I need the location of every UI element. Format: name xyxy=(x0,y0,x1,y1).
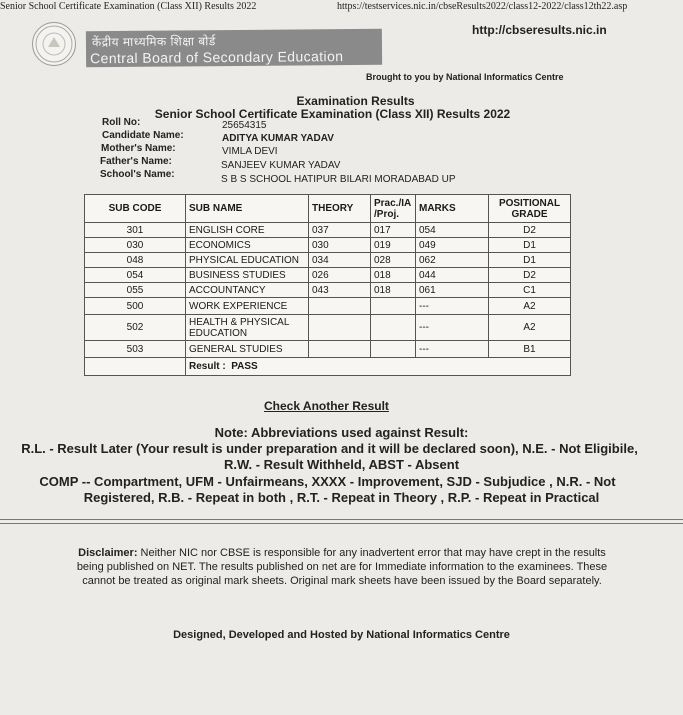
result-cell xyxy=(186,358,571,376)
note-title: Note: Abbreviations used against Result: xyxy=(214,425,469,440)
candidate-name-label: Candidate Name: xyxy=(102,130,184,141)
candidate-name-value: ADITYA KUMAR YADAV xyxy=(222,133,334,144)
disclaimer xyxy=(72,546,612,588)
mother-name-label: Mother's Name: xyxy=(101,143,176,154)
check-another-result-link[interactable]: Check Another Result xyxy=(264,399,389,413)
note-line: R.L. - Result Later (Your result is under preparation and it will be declared soon), N.E. - Not Eligibile, xyxy=(21,441,638,456)
sub-code-cell: 054 xyxy=(85,268,186,283)
theory-cell: 037 xyxy=(309,223,371,238)
note-line: Registered, R.B. - Repeat in both , R.T. - Repeat in Theory , R.P. - Repeat in Practical xyxy=(83,490,600,505)
theory-cell xyxy=(309,298,371,315)
marks-table xyxy=(84,194,571,376)
sub-code-cell: 500 xyxy=(85,298,186,315)
site-url-link[interactable]: http://cbseresults.nic.in xyxy=(472,23,607,37)
col-header-name: SUB NAME xyxy=(186,195,309,223)
sub-name-cell: ECONOMICS xyxy=(186,238,309,253)
grade-cell: B1 xyxy=(489,341,571,358)
father-name-value: SANJEEV KUMAR YADAV xyxy=(221,160,341,171)
print-header-url: https://testservices.nic.in/cbseResults2022/class12-2022/class12th22.asp xyxy=(337,1,628,12)
sub-name-cell: BUSINESS STUDIES xyxy=(186,268,309,283)
divider xyxy=(0,523,683,524)
mother-name-value: VIMLA DEVI xyxy=(222,146,278,157)
table-row xyxy=(85,298,571,315)
roll-value: 25654315 xyxy=(222,120,267,131)
exam-subheading: Senior School Certificate Examination (Class XII) Results 2022 xyxy=(154,107,511,121)
table-row xyxy=(85,283,571,298)
theory-cell xyxy=(309,341,371,358)
sub-name-cell: GENERAL STUDIES xyxy=(186,341,309,358)
sub-code-cell: 503 xyxy=(85,341,186,358)
result-value: PASS xyxy=(231,361,258,372)
sub-code-cell: 055 xyxy=(85,283,186,298)
grade-cell: D1 xyxy=(489,238,571,253)
grade-cell: D2 xyxy=(489,223,571,238)
table-row xyxy=(85,238,571,253)
grade-cell: C1 xyxy=(489,283,571,298)
roll-label: Roll No: xyxy=(102,117,141,128)
sub-code-cell: 301 xyxy=(85,223,186,238)
sub-code-cell: 048 xyxy=(85,253,186,268)
grade-cell: D2 xyxy=(489,268,571,283)
col-header-grade: POSITIONAL GRADE xyxy=(489,195,571,223)
theory-cell: 030 xyxy=(309,238,371,253)
school-name-value: S B S SCHOOL HATIPUR BILARI MORADABAD UP xyxy=(221,174,456,185)
theory-cell: 034 xyxy=(309,253,371,268)
sub-name-cell: HEALTH & PHYSICAL EDUCATION xyxy=(186,315,309,341)
sub-code-cell: 502 xyxy=(85,315,186,341)
print-header xyxy=(0,0,683,16)
disclaimer-label: Disclaimer: xyxy=(78,547,138,559)
exam-heading: Examination Results xyxy=(296,94,415,108)
result-label: Result : xyxy=(189,361,226,372)
sub-name-cell: ACCOUNTANCY xyxy=(186,283,309,298)
note-line: COMP -- Compartment, UFM - Unfairmeans, XXXX - Improvement, SJD - Subjudice , N.R. - Not xyxy=(39,474,616,489)
table-row xyxy=(85,268,571,283)
table-row xyxy=(85,223,571,238)
note-line: R.W. - Result Withheld, ABST - Absent xyxy=(223,457,460,472)
col-header-code: SUB CODE xyxy=(85,195,186,223)
brought-by-text: Brought to you by National Informatics Centre xyxy=(366,72,564,82)
divider xyxy=(0,519,683,520)
marks-cell: 061 xyxy=(416,283,489,298)
theory-cell: 043 xyxy=(309,283,371,298)
board-hindi-title: केंद्रीय माध्यमिक शिक्षा बोर्ड xyxy=(91,34,216,50)
sub-name-cell: ENGLISH CORE xyxy=(186,223,309,238)
prac-cell: 028 xyxy=(371,253,416,268)
col-header-marks: MARKS xyxy=(416,195,489,223)
prac-cell xyxy=(371,298,416,315)
board-banner xyxy=(86,29,382,68)
marks-cell: --- xyxy=(416,298,489,315)
prac-cell: 018 xyxy=(371,268,416,283)
print-header-title: Senior School Certificate Examination (Class XII) Results 2022 xyxy=(0,1,257,12)
cbse-logo-icon xyxy=(32,22,76,66)
board-name: Central Board of Secondary Education xyxy=(90,48,344,67)
result-row xyxy=(85,358,571,376)
sub-name-cell: PHYSICAL EDUCATION xyxy=(186,253,309,268)
marks-cell: 054 xyxy=(416,223,489,238)
marks-cell: 062 xyxy=(416,253,489,268)
grade-cell: D1 xyxy=(489,253,571,268)
grade-cell: A2 xyxy=(489,298,571,315)
table-row xyxy=(85,341,571,358)
marks-cell: --- xyxy=(416,341,489,358)
prac-cell: 018 xyxy=(371,283,416,298)
father-name-label: Father's Name: xyxy=(100,156,172,167)
table-header-row xyxy=(85,195,571,223)
col-header-prac: Prac./IA /Proj. xyxy=(371,195,416,223)
theory-cell xyxy=(309,315,371,341)
school-name-label: School's Name: xyxy=(100,169,175,180)
sub-code-cell: 030 xyxy=(85,238,186,253)
designed-by-footer: Designed, Developed and Hosted by National Informatics Centre xyxy=(173,629,510,641)
sub-name-cell: WORK EXPERIENCE xyxy=(186,298,309,315)
col-header-theory: THEORY xyxy=(309,195,371,223)
marks-cell: 049 xyxy=(416,238,489,253)
disclaimer-text: Neither NIC nor CBSE is responsible for any inadvertent error that may have crept in the results being published on NET. The results published on net are for Immediate information to the examinees. These cannot be treated as original mark sheets. Original mark sheets have been issued by the Board separately. xyxy=(76,547,608,587)
result-spacer-cell xyxy=(85,358,186,376)
theory-cell: 026 xyxy=(309,268,371,283)
prac-cell: 019 xyxy=(371,238,416,253)
prac-cell xyxy=(371,341,416,358)
marks-cell: 044 xyxy=(416,268,489,283)
prac-cell: 017 xyxy=(371,223,416,238)
prac-cell xyxy=(371,315,416,341)
marks-cell: --- xyxy=(416,315,489,341)
table-row xyxy=(85,253,571,268)
grade-cell: A2 xyxy=(489,315,571,341)
table-row xyxy=(85,315,571,341)
